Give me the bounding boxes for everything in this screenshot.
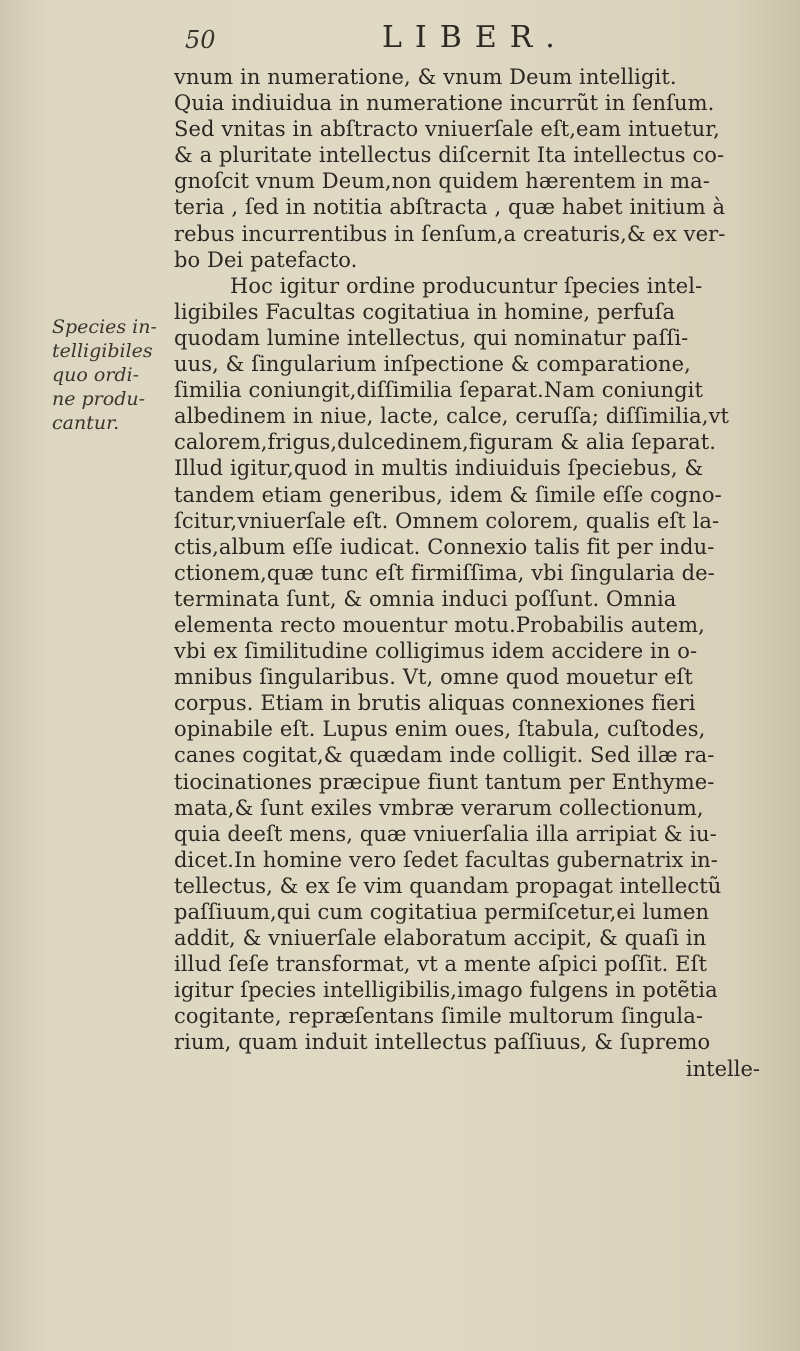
- catchword: intelle-: [685, 1056, 760, 1081]
- text-line: tandem etiam generibus, idem & ſimile eſſe cogno-: [174, 482, 722, 507]
- body-text: [174, 64, 766, 1082]
- page-number: 50: [185, 26, 216, 54]
- margin-note-line: quo ordi-: [52, 364, 140, 386]
- margin-note-line: cantur.: [52, 412, 120, 434]
- text-line: canes cogitat,& quædam inde colligit. Sed illæ ra-: [174, 743, 715, 768]
- margin-note-line: telligibiles: [52, 340, 153, 362]
- text-line: dicet.In homine vero ſedet facultas gubernatrix in-: [174, 847, 718, 872]
- text-line: paſſiuum,qui cum cogitatiua permiſcetur,ei lumen: [174, 900, 710, 924]
- text-line: Illud igitur,quod in multis indiuiduis ſpeciebus, &: [174, 456, 704, 481]
- text-line: tiocinationes præcipue fiunt tantum per Enthyme-: [174, 769, 715, 794]
- text-line: mata,& ſunt exiles vmbræ verarum collectionum,: [174, 795, 704, 820]
- text-line: ctionem,quæ tunc eſt firmiſſima, vbi ſingularia de-: [174, 560, 715, 585]
- text-line: Quia indiuidua in numeratione incurrũt in ſenſum.: [174, 91, 715, 116]
- page-header: [0, 18, 800, 64]
- text-line: terminata ſunt, & omnia induci poſſunt. Omnia: [174, 586, 677, 611]
- text-line: vnum in numeratione, & vnum Deum intelligit.: [174, 65, 677, 89]
- text-line: bo Dei patefacto.: [174, 247, 358, 272]
- text-line: ligibiles Facultas cogitatiua in homine, perfuſa: [174, 299, 676, 324]
- text-line: tellectus, & ex ſe vim quandam propagat intellectũ: [174, 873, 722, 898]
- running-head: LIBER.: [382, 20, 568, 55]
- text-line: calorem,frigus,dulcedinem,figuram & alia ſeparat.: [174, 430, 717, 455]
- text-line: elementa recto mouentur motu.Probabilis autem,: [174, 612, 705, 637]
- text-line: Hoc igitur ordine producuntur ſpecies intel-: [230, 273, 703, 298]
- text-line: teria , ſed in notitia abſtracta , quæ habet initium à: [174, 195, 726, 220]
- margin-note-line: Species in-: [52, 316, 157, 338]
- text-line: igitur ſpecies intelligibilis,imago fulgens in potẽtia: [174, 978, 718, 1003]
- text-line: illud ſeſe transformat, vt a mente aſpici poſſit. Eſt: [174, 952, 708, 977]
- margin-note-line: ne produ-: [52, 388, 146, 410]
- text-line: quia deeſt mens, quæ vniuerſalia illa arripiat & iu-: [174, 821, 717, 846]
- margin-note: [52, 315, 172, 435]
- text-line: albedinem in niue, lacte, calce, ceruſſa; diſſimilia,vt: [174, 404, 730, 429]
- text-line: ſimilia coniungit,diſſimilia ſeparat.Nam coniungit: [174, 378, 704, 403]
- text-line: & a pluritate intellectus diſcernit Ita intellectus co-: [174, 143, 725, 168]
- text-line: ctis,album eſſe iudicat. Connexio talis fit per indu-: [174, 534, 715, 559]
- text-line: gnoſcit vnum Deum,non quidem hærentem in ma-: [174, 169, 710, 194]
- text-line: rium, quam induit intellectus paſſiuus, & ſupremo: [174, 1030, 711, 1055]
- text-line: rebus incurrentibus in ſenſum,a creaturis,& ex ver-: [174, 221, 726, 246]
- text-line: Sed vnitas in abſtracto vniuerſale eſt,eam intuetur,: [174, 117, 720, 142]
- text-line: mnibus ſingularibus. Vt, omne quod mouetur eſt: [174, 665, 693, 690]
- text-line: uus, & ſingularium inſpectione & comparatione,: [174, 352, 691, 377]
- text-line: ſcitur,vniuerſale eſt. Omnem colorem, qualis eſt la-: [174, 508, 720, 533]
- text-line: opinabile eſt. Lupus enim oues, ſtabula, cuſtodes,: [174, 717, 706, 742]
- text-line: addit, & vniuerſale elaboratum accipit, & quaſi in: [174, 926, 707, 951]
- text-line: cogitante, repræſentans ſimile multorum ſingula-: [174, 1004, 704, 1029]
- text-line: vbi ex ſimilitudine colligimus idem accidere in o-: [174, 639, 698, 664]
- text-line: quodam lumine intellectus, qui nominatur paſſi-: [174, 325, 689, 350]
- text-line: corpus. Etiam in brutis aliquas connexiones fieri: [174, 691, 696, 716]
